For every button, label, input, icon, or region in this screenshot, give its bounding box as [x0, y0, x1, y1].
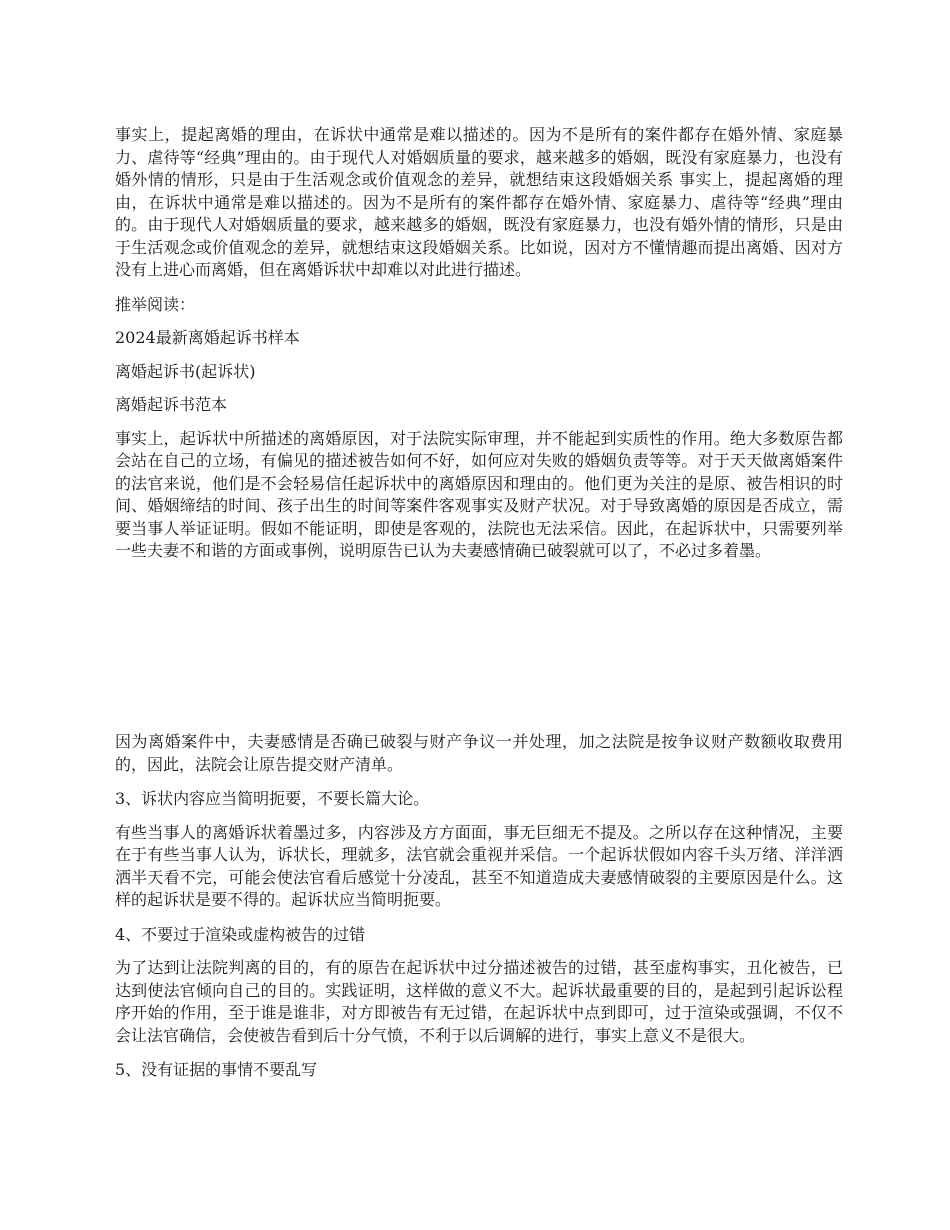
- section-heading-3: 3、诉状内容应当简明扼要，不要长篇大论。: [115, 789, 430, 808]
- property-list-paragraph: 因为离婚案件中，夫妻感情是否确已破裂与财产争议一并处理，加之法院是按争议财产数额收取费用的，因此，法院会让原告提交财产清单。: [115, 732, 843, 774]
- section-heading-4: 4、不要过于渲染或虚构被告的过错: [115, 924, 366, 944]
- recommend-reading-label: 推举阅读：: [115, 294, 196, 314]
- intro-paragraph: 事实上，提起离婚的理由，在诉状中通常是难以描述的。因为不是所有的案件都存在婚外情、家庭暴力、虐待等“经典”理由的。由于现代人对婚姻质量的要求，越来越多的婚姻，既没有家庭暴力，也没有婚外情的情形，只是由于生活观念或价值观念的差异，就想结束这段婚姻关系 事实上，提起离婚的理由，在诉状中通常是难以描述的。因为不是所有的案件都存在婚外情、家庭暴力、虐待等“经典”理由的。由于现代人对婚姻质量的要求，越来越多的婚姻，既没有家庭暴力，也没有婚外情的情形，只是由于生活观念或价值观念的差异，就想结束这段婚姻关系。比如说，因对方不懂情趣而提出离婚、因对方没有上进心而离婚，但在离婚诉状中却难以对此进行描述。: [115, 125, 843, 279]
- recommend-link-2[interactable]: 离婚起诉书(起诉状): [115, 361, 256, 381]
- section-heading-5: 5、没有证据的事情不要乱写: [115, 1060, 318, 1079]
- section-paragraph-4: 为了达到让法院判离的目的，有的原告在起诉状中过分描述被告的过错，甚至虚构事实，丑化被告，已达到使法官倾向自己的目的。实践证明，这样做的意义不大。起诉状最重要的目的，是起到引起诉讼程序开始的作用，至于谁是谁非，对方即被告有无过错，在起诉状中点到即可，过于渲染或强调，不仅不会让法官确信，会使被告看到后十分气愤，不利于以后调解的进行，事实上意义不是很大。: [115, 958, 843, 1045]
- document-top-section: [115, 124, 843, 575]
- recommend-link-3[interactable]: 离婚起诉书范本: [115, 395, 228, 414]
- divorce-reason-paragraph: 事实上，起诉状中所描述的离婚原因，对于法院实际审理，并不能起到实质性的作用。绝大多数原告都会站在自己的立场，有偏见的描述被告如何不好，如何应对失败的婚姻负责等等。对于天天做离婚案件的法官来说，他们是不会轻易信任起诉状中的离婚原因和理由的。他们更为关注的是原、被告相识的时间、婚姻缔结的时间、孩子出生的时间等案件客观事实及财产状况。对于导致离婚的原因是否成立，需要当事人举证证明。假如不能证明，即使是客观的，法院也无法采信。因此，在起诉状中，只需要列举一些夫妻不和谐的方面或事例，说明原告已认为夫妻感情确已破裂就可以了，不必过多着墨。: [115, 428, 843, 560]
- section-paragraph-3: 有些当事人的离婚诉状着墨过多，内容涉及方方面面，事无巨细无不提及。之所以存在这种情况，主要在于有些当事人认为，诉状长，理就多，法官就会重视并采信。一个起诉状假如内容千头万绪、洋洋洒洒半天看不完，可能会使法官看后感觉十分凌乱，甚至不知道造成夫妻感情破裂的主要原因是什么。这样的起诉状是要不得的。起诉状应当简明扼要。: [115, 822, 843, 909]
- document-bottom-section: [115, 731, 843, 1093]
- recommend-link-1[interactable]: 2024最新离婚起诉书样本: [115, 328, 300, 347]
